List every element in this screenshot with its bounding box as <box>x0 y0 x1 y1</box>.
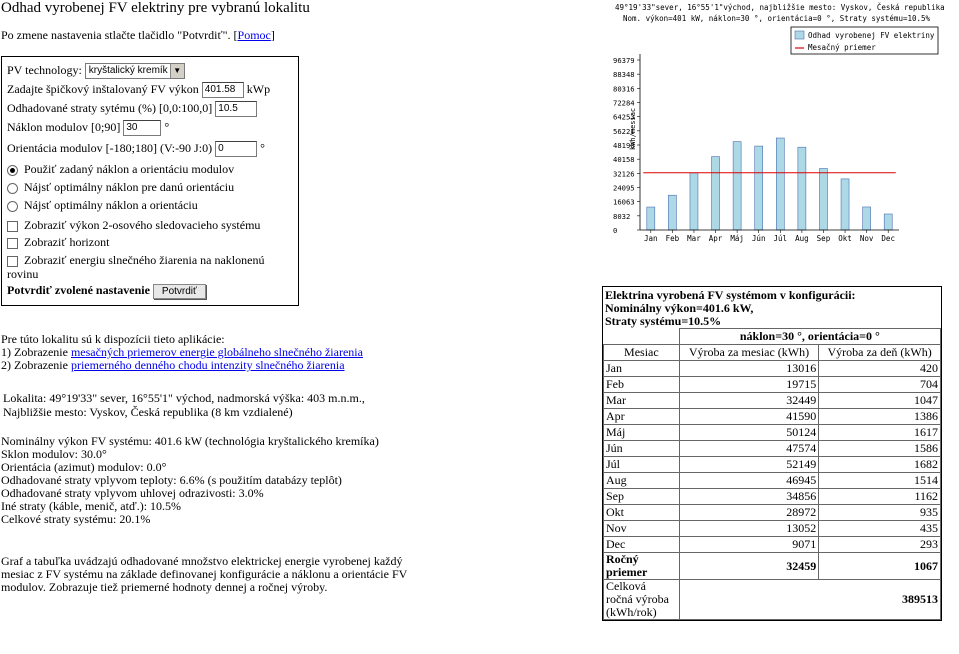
results-heading-1: Elektrina vyrobená FV systémom v konfigurácii: <box>605 288 856 302</box>
results-subheading: náklon=30 °, orientácia=0 ° <box>679 329 940 345</box>
peak-power-label: Zadajte špičkový inštalovaný FV výkon <box>7 82 199 96</box>
col-monthly: Výroba za mesiac (kWh) <box>679 345 819 361</box>
daily-cell: 704 <box>819 377 941 393</box>
footer-line-2: mesiac z FV systému na základe definovanej konfigurácie a náklonu a orientácie FV <box>1 567 408 581</box>
daily-cell: 1047 <box>819 393 941 409</box>
checkbox-horizon-label: Zobraziť horizont <box>24 235 110 249</box>
table-row <box>604 409 941 425</box>
y-tick-label: 32126 <box>613 169 635 179</box>
x-tick-label: Máj <box>730 234 744 243</box>
bar <box>755 146 763 230</box>
location-line-2: Najbližšie mesto: Vyskov, Česká republika (8 km vzdialené) <box>3 405 293 419</box>
month-cell: Dec <box>604 537 680 553</box>
table-row <box>604 521 941 537</box>
slope-unit: ° <box>164 120 170 134</box>
confirm-button[interactable]: Potvrdiť <box>153 284 206 299</box>
daily-cell: 935 <box>819 505 941 521</box>
total-value: 389513 <box>679 580 940 620</box>
x-tick-label: Apr <box>708 234 723 243</box>
y-tick-label: 48190 <box>613 140 635 150</box>
total-label <box>604 580 680 620</box>
x-tick-label: Mar <box>687 234 701 243</box>
y-tick-label: 16063 <box>613 197 635 207</box>
month-cell: Feb <box>604 377 680 393</box>
table-row <box>604 361 941 377</box>
system-line-2: Sklon modulov: 30.0° <box>1 447 107 461</box>
instruction-text <box>1 28 275 43</box>
col-daily: Výroba za deň (kWh) <box>819 345 941 361</box>
hint-prefix: Po zmene nastavenia stlačte tlačidlo "Potvrdiť". [ <box>1 28 238 42</box>
system-line-4: Odhadované straty vplyvom teploty: 6.6% (s použitím databázy teplôt) <box>1 473 342 487</box>
total-label-1: Celková <box>606 579 646 593</box>
location-line-1: Lokalita: 49°19'33" sever, 16°55'1" východ, nadmorská výška: 403 m.n.m., <box>3 391 365 405</box>
radio-use-given[interactable] <box>7 165 18 176</box>
bar <box>884 214 892 230</box>
checkbox-tracking[interactable] <box>7 221 18 232</box>
bar <box>798 147 806 230</box>
bar <box>776 138 784 230</box>
x-tick-label: Nov <box>859 234 874 243</box>
month-cell: Mar <box>604 393 680 409</box>
footer-line-3: modulov. Zobrazuje tiež priemerné hodnoty dennej a ročnej výroby. <box>1 580 328 594</box>
daily-cell: 293 <box>819 537 941 553</box>
daily-cell: 435 <box>819 521 941 537</box>
checkbox-irradiation[interactable] <box>7 256 18 267</box>
apps-item-2 <box>1 359 345 372</box>
monthly-irradiation-link[interactable]: mesačných priemerov energie globálneho slnečného žiarenia <box>70 345 363 359</box>
monthly-cell: 34856 <box>679 489 819 505</box>
system-line-5: Odhadované straty vplyvom uhlovej odrazivosti: 3.0% <box>1 486 264 500</box>
bar <box>690 173 698 230</box>
results-heading-3: Straty systému=10.5% <box>605 314 722 328</box>
bar <box>733 142 741 230</box>
table-row <box>604 393 941 409</box>
table-row <box>604 425 941 441</box>
table-row <box>604 441 941 457</box>
bar <box>712 157 720 230</box>
month-cell: Jún <box>604 441 680 457</box>
annual-daily: 1067 <box>819 553 941 580</box>
bar <box>668 195 676 230</box>
losses-label: Odhadované straty sytému (%) [0,0:100,0] <box>7 101 213 115</box>
month-cell: Okt <box>604 505 680 521</box>
x-tick-label: Jan <box>644 234 658 243</box>
pv-tech-value: kryštalický kremík <box>88 65 168 77</box>
daily-irradiance-link[interactable]: priemerného denného chodu intenzity slnečného žiarenia <box>70 358 345 372</box>
radio-opt-both[interactable] <box>7 201 18 212</box>
results-panel <box>602 286 942 621</box>
monthly-cell: 13052 <box>679 521 819 537</box>
peak-power-unit: kWp <box>246 82 271 96</box>
y-tick-label: 8032 <box>613 211 631 221</box>
radio-opt-both-label: Nájsť optimálny náklon a orientáciu <box>24 198 198 212</box>
y-tick-label: 56221 <box>613 126 635 136</box>
monthly-cell: 47574 <box>679 441 819 457</box>
month-cell: Aug <box>604 473 680 489</box>
annual-label-1: Ročný <box>606 552 639 566</box>
x-tick-label: Júl <box>773 234 788 243</box>
table-row <box>604 505 941 521</box>
month-cell: Jan <box>604 361 680 377</box>
apps-intro: Pre túto lokalitu sú k dispozícii tieto aplikácie: <box>1 332 225 346</box>
results-table <box>603 328 941 620</box>
y-tick-label: 0 <box>613 226 618 235</box>
bar <box>863 207 871 230</box>
apps-item-2-prefix: 2) Zobrazenie <box>1 358 71 372</box>
month-cell: Apr <box>604 409 680 425</box>
checkbox-tracking-label: Zobraziť výkon 2-osového sledovacieho systému <box>24 218 261 232</box>
x-tick-label: Okt <box>838 234 852 243</box>
radio-opt-slope[interactable] <box>7 183 18 194</box>
daily-cell: 1386 <box>819 409 941 425</box>
col-month: Mesiac <box>604 345 680 361</box>
legend-label-bars: Odhad vyrobenej FV elektriny <box>808 31 935 40</box>
monthly-cell: 52149 <box>679 457 819 473</box>
y-tick-label: 80316 <box>613 84 635 94</box>
legend-label-average: Mesačný priemer <box>808 43 876 52</box>
total-label-3: (kWh/rok) <box>606 605 657 619</box>
checkbox-irradiation-label-2: rovinu <box>7 267 39 281</box>
peak-power-input[interactable]: 401.58 <box>202 82 244 98</box>
settings-form <box>1 56 299 306</box>
apps-item-1-prefix: 1) Zobrazenie <box>1 345 71 359</box>
monthly-cell: 46945 <box>679 473 819 489</box>
month-cell: Júl <box>604 457 680 473</box>
month-cell: Nov <box>604 521 680 537</box>
table-row <box>604 473 941 489</box>
slope-label: Náklon modulov [0;90] <box>7 120 121 134</box>
x-tick-label: Aug <box>795 234 809 243</box>
chevron-down-icon: ▼ <box>170 64 184 78</box>
radio-use-given-label: Použiť zadaný náklon a orientáciu modulov <box>24 162 235 176</box>
month-cell: Sep <box>604 489 680 505</box>
table-row <box>604 537 941 553</box>
checkbox-horizon[interactable] <box>7 238 18 249</box>
daily-cell: 1514 <box>819 473 941 489</box>
table-row <box>604 457 941 473</box>
chart-legend <box>791 27 938 54</box>
x-tick-label: Jún <box>751 234 766 243</box>
slope-input[interactable]: 30 <box>123 120 161 136</box>
chart-header-1: 49°19'33"sever, 16°55'1"východ, najbližšie mesto: Vyskov, Česká republika <box>615 3 945 12</box>
losses-input[interactable]: 10.5 <box>215 101 257 117</box>
pv-tech-select[interactable] <box>85 63 185 79</box>
y-tick-label: 24095 <box>613 183 635 193</box>
azimuth-input[interactable]: 0 <box>215 141 257 157</box>
bar <box>841 179 849 230</box>
table-row <box>604 377 941 393</box>
confirm-label: Potvrdiť zvolené nastavenie <box>7 283 150 297</box>
system-line-3: Orientácia (azimut) modulov: 0.0° <box>1 460 167 474</box>
y-tick-label: 64253 <box>613 112 635 122</box>
y-tick-label: 40158 <box>613 155 635 165</box>
monthly-cell: 13016 <box>679 361 819 377</box>
hint-suffix: ] <box>270 28 275 42</box>
help-link[interactable]: Pomoc <box>237 28 271 42</box>
daily-cell: 1586 <box>819 441 941 457</box>
system-line-7: Celkové straty systému: 20.1% <box>1 512 151 526</box>
checkbox-irradiation-label: Zobraziť energiu slnečného žiarenia na naklonenú <box>24 253 265 267</box>
daily-cell: 420 <box>819 361 941 377</box>
annual-label-2: priemer <box>606 565 648 579</box>
radio-opt-slope-label: Nájsť optimálny náklon pre danú orientáciu <box>24 180 235 194</box>
month-cell: Máj <box>604 425 680 441</box>
y-tick-label: 72284 <box>613 98 635 108</box>
chart-header-2: Nom. výkon=401 kW, náklon=30 °, orientácia=0 °, Straty systému=10.5% <box>623 14 931 23</box>
system-line-6: Iné straty (káble, menič, atď.): 10.5% <box>1 499 182 513</box>
bar <box>819 169 827 230</box>
system-line-1: Nominálny výkon FV systému: 401.6 kW (technológia kryštalického kremíka) <box>1 434 379 448</box>
monthly-cell: 19715 <box>679 377 819 393</box>
production-chart <box>603 0 958 254</box>
annual-label <box>604 553 680 580</box>
daily-cell: 1682 <box>819 457 941 473</box>
y-axis-label: kWh/mesiac <box>629 107 637 150</box>
azimuth-label: Orientácia modulov [-180;180] (V:-90 J:0) <box>7 141 213 155</box>
x-tick-label: Sep <box>816 234 831 243</box>
total-label-2: ročná výroba <box>606 592 669 606</box>
pv-tech-label: PV technology: <box>7 63 82 77</box>
annual-monthly: 32459 <box>679 553 819 580</box>
monthly-cell: 41590 <box>679 409 819 425</box>
footer-line-1: Graf a tabuľka uvádzajú odhadované množstvo elektrickej energie vyrobenej každý <box>1 554 403 568</box>
y-tick-label: 96379 <box>613 56 635 65</box>
x-tick-label: Dec <box>881 234 895 243</box>
monthly-cell: 50124 <box>679 425 819 441</box>
monthly-cell: 9071 <box>679 537 819 553</box>
daily-cell: 1617 <box>819 425 941 441</box>
monthly-cell: 32449 <box>679 393 819 409</box>
daily-cell: 1162 <box>819 489 941 505</box>
bar <box>647 207 655 230</box>
legend-swatch-bars <box>795 31 804 39</box>
y-tick-label: 88348 <box>613 70 635 80</box>
azimuth-unit: ° <box>260 141 265 155</box>
page-title: Odhad vyrobenej FV elektriny pre vybranú lokalitu <box>1 0 310 16</box>
monthly-cell: 28972 <box>679 505 819 521</box>
results-heading-2: Nominálny výkon=401.6 kW, <box>605 301 754 315</box>
chart-svg <box>603 0 958 254</box>
x-tick-label: Feb <box>665 234 680 243</box>
table-row <box>604 489 941 505</box>
